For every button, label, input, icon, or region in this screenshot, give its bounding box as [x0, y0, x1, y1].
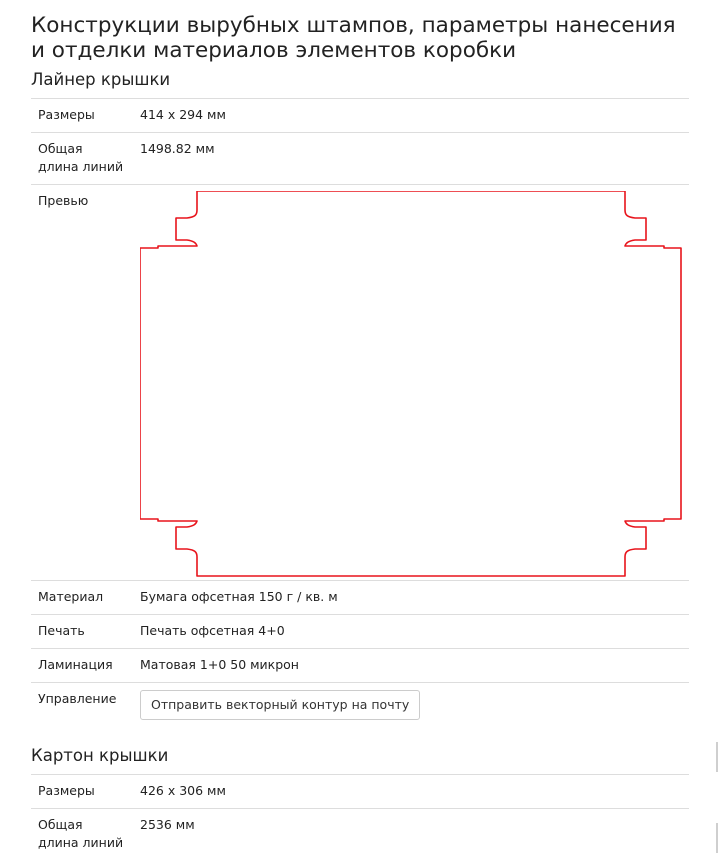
preview-cell [133, 185, 689, 581]
table-row [31, 649, 689, 683]
row-value-length: 2536 мм [133, 809, 689, 860]
row-label-preview: Превью [31, 185, 133, 581]
table-row [31, 99, 689, 133]
row-value-length: 1498.82 мм [133, 133, 689, 185]
row-label-material: Материал [31, 581, 133, 615]
cardboard-spec-table [31, 774, 689, 860]
table-row [31, 133, 689, 185]
section-title-liner: Лайнер крышки [31, 70, 170, 90]
row-label-lamination: Ламинация [31, 649, 133, 683]
table-row [31, 185, 689, 581]
table-row [31, 809, 689, 860]
row-label-print: Печать [31, 615, 133, 649]
row-value-size: 414 x 294 мм [133, 99, 689, 133]
die-cut-outline [140, 191, 681, 576]
row-value-control [133, 683, 689, 729]
row-label-size: Размеры [31, 775, 133, 809]
row-label-length: Общая длина линий [31, 133, 133, 185]
send-vector-outline-button[interactable]: Отправить векторный контур на почту [140, 690, 420, 720]
row-value-size: 426 x 306 мм [133, 775, 689, 809]
die-cut-preview [140, 191, 684, 581]
liner-spec-table [31, 98, 689, 728]
table-row [31, 581, 689, 615]
row-value-material: Бумага офсетная 150 г / кв. м [133, 581, 689, 615]
row-label-length: Общая длина линий [31, 809, 133, 860]
page-title: Конструкции вырубных штампов, параметры нанесения и отделки материалов элементов коробки [31, 13, 691, 63]
table-row [31, 683, 689, 729]
table-row [31, 775, 689, 809]
row-value-lamination: Матовая 1+0 50 микрон [133, 649, 689, 683]
table-row [31, 615, 689, 649]
row-value-print: Печать офсетная 4+0 [133, 615, 689, 649]
section-title-cardboard: Картон крышки [31, 746, 168, 766]
row-label-control: Управление [31, 683, 133, 729]
row-label-size: Размеры [31, 99, 133, 133]
